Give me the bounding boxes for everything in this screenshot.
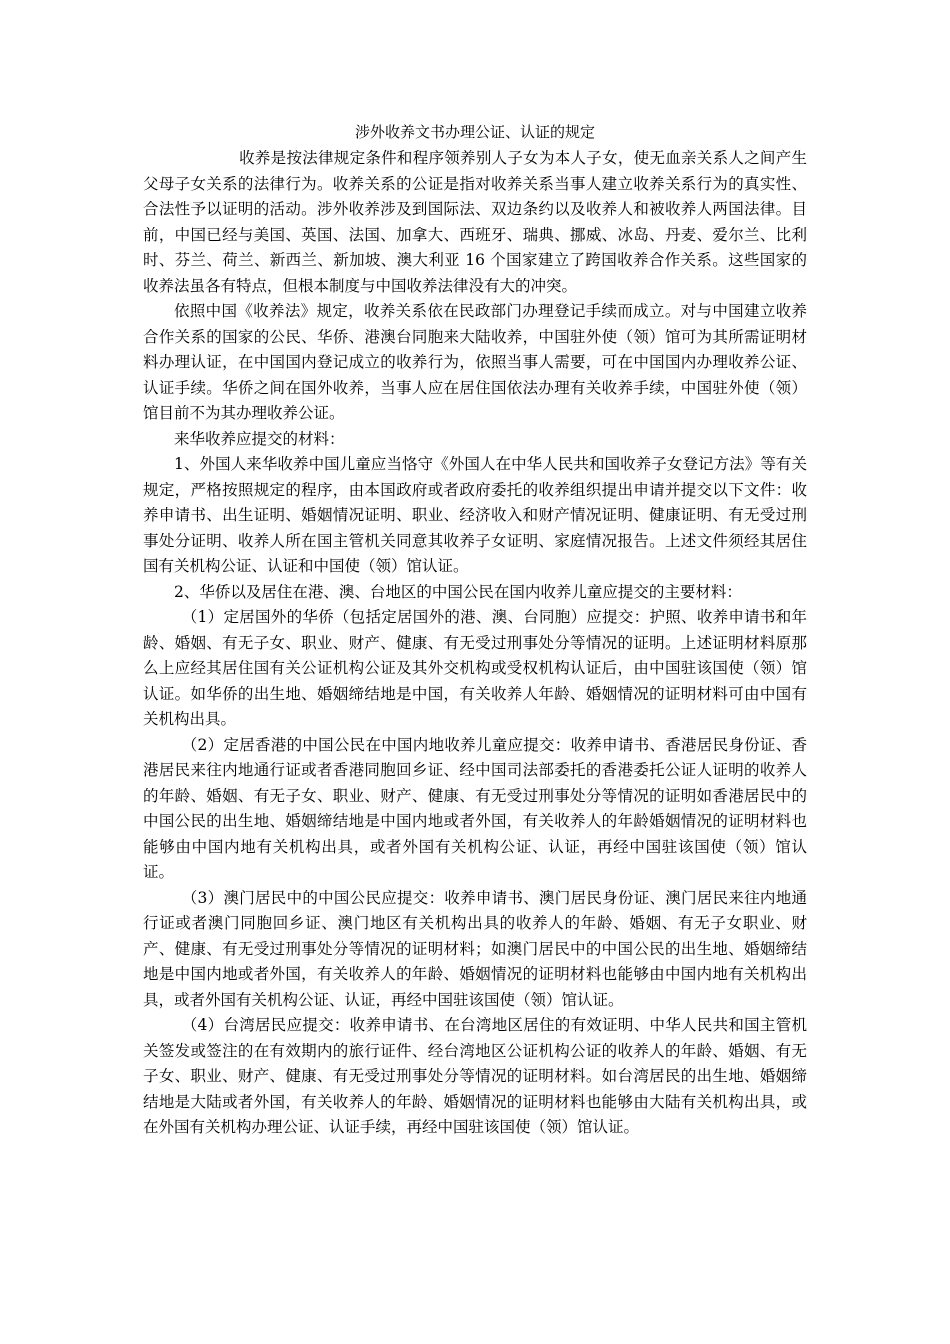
document-page [143,120,807,1141]
paragraph-legal-basis: 依照中国《收养法》规定，收养关系依在民政部门办理登记手续而成立。对与中国建立收养合作关系的国家的公民、华侨、港澳台同胞来大陆收养，中国驻外使（领）馆可为其所需证明材料办理认证，在中国国内登记成立的收养行为，依照当事人需要，可在中国国内办理收养公证、认证手续。华侨之间在国外收养，当事人应在居住国依法办理有关收养手续，中国驻外使（领）馆目前不为其办理收养公证。 [143,302,807,422]
paragraph-subitem-1: （1）定居国外的华侨（包括定居国外的港、澳、台同胞）应提交：护照、收养申请书和年龄、婚姻、有无子女、职业、财产、健康、有无受过刑事处分等情况的证明。上述证明材料原那么上应经其居住国有关公证机构公证及其外交机构或受权机构认证后，由中国驻该国使（领）馆认证。如华侨的出生地、婚姻缔结地是中国，有关收养人年龄、婚姻情况的证明材料可由中国有关机构出具。 [143,608,807,728]
document-title: 涉外收养文书办理公证、认证的规定 [354,123,595,141]
paragraph-item-2: 2、华侨以及居住在港、澳、台地区的中国公民在国内收养儿童应提交的主要材料： [174,582,742,601]
paragraph-subitem-3: （3）澳门居民中的中国公民应提交：收养申请书、澳门居民身份证、澳门居民来往内地通行证或者澳门同胞回乡证、澳门地区有关机构出具的收养人的年龄、婚姻、有无子女职业、财产、健康、有无受过刑事处分等情况的证明材料；如澳门居民中的中国公民的出生地、婚姻缔结地是中国内地或者外国，有关收养人的年龄、婚姻情况的证明材料也能够由中国内地有关机构出具，或者外国有关机构公证、认证，再经中国驻该国使（领）馆认证。 [143,888,807,1009]
paragraph-subitem-4: （4）台湾居民应提交：收养申请书、在台湾地区居住的有效证明、中华人民共和国主管机关签发或签注的在有效期内的旅行证件、经台湾地区公证机构公证的收养人的年龄、婚姻、有无子女、职业、财产、健康、有无受过刑事处分等情况的证明材料。如台湾居民的出生地、婚姻缔结地是大陆或者外国，有关收养人的年龄、婚姻情况的证明材料也能够由大陆有关机构出具，或在外国有关机构办理公证、认证手续，再经中国驻该国使（领）馆认证。 [143,1016,807,1136]
paragraph-subitem-2: （2）定居香港的中国公民在中国内地收养儿童应提交：收养申请书、香港居民身份证、香港居民来往内地通行证或者香港同胞回乡证、经中国司法部委托的香港委托公证人证明的收养人的年龄、婚姻、有无子女、职业、财产、健康、有无受过刑事处分等情况的证明如香港居民中的中国公民的出生地、婚姻缔结地是中国内地或者外国，有关收养人的年龄婚姻情况的证明材料也能够由中国内地有关机构出具，或者外国有关机构公证、认证，再经中国驻该国使（领）馆认证。 [143,735,807,881]
paragraph-materials-heading: 来华收养应提交的材料： [174,429,345,448]
paragraph-intro: 收养是按法律规定条件和程序领养别人子女为本人子女，使无血亲关系人之间产生父母子女关系的法律行为。收养关系的公证是指对收养关系当事人建立收养关系行为的真实性、合法性予以证明的活动。涉外收养涉及到国际法、双边条约以及收养人和被收养人两国法律。目前，中国已经与美国、英国、法国、加拿大、西班牙、瑞典、挪威、冰岛、丹麦、爱尔兰、比利时、芬兰、荷兰、新西兰、新加坡、澳大利亚 16 个国家建立了跨国收养合作关系。这些国家的收养法虽各有特点，但根本制度与中国收养法律没有大的冲突。 [143,149,807,295]
paragraph-item-1: 1、外国人来华收养中国儿童应当恪守《外国人在中华人民共和国收养子女登记方法》等有关规定，严格按照规定的程序，由本国政府或者政府委托的收养组织提出申请并提交以下文件：收养申请书、出生证明、婚姻情况证明、职业、经济收入和财产情况证明、健康证明、有无受过刑事处分证明、收养人所在国主管机关同意其收养子女证明、家庭情况报告。上述文件须经其居住国有关机构公证、认证和中国使（领）馆认证。 [143,455,807,575]
